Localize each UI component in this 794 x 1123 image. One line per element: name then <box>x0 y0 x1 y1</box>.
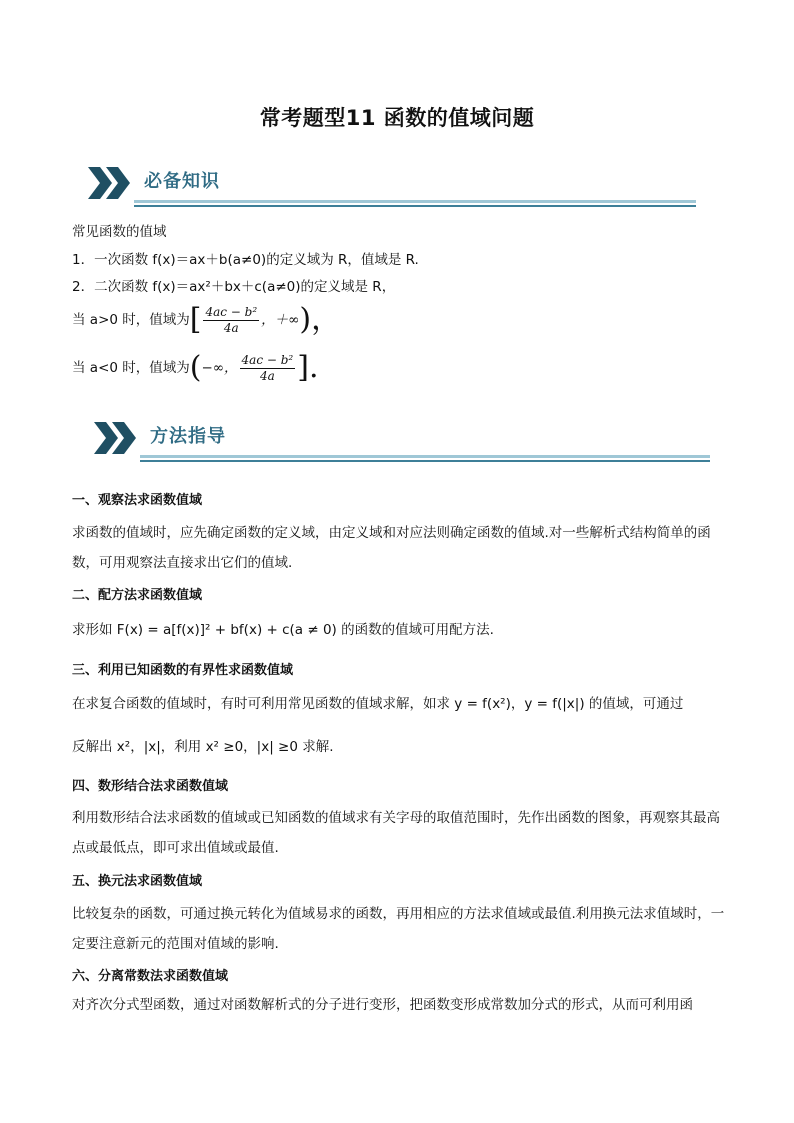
method-1-text: 求函数的值域时，应先确定函数的定义域，由定义域和对应法则确定函数的值域.对一些解析式结构简单的函数，可用观察法直接求出它们的值域. <box>72 525 711 571</box>
section-heading: 方法指导 <box>150 426 226 447</box>
method-6-title: 六、分离常数法求函数值域 <box>72 969 229 984</box>
section-banner-methods <box>90 412 710 464</box>
case-label: 当 a<0 时，值域为 <box>72 360 190 376</box>
fraction <box>203 305 259 336</box>
denominator: 4a <box>259 368 275 383</box>
linear-function-text: 1．一次函数 f(x)＝ax＋b(a≠0)的定义域为 R，值域是 R. <box>72 252 419 268</box>
section-heading: 必备知识 <box>144 171 220 192</box>
double-chevron-icon <box>86 163 134 203</box>
method-2-text: 求形如 F(x) = a[f(x)]² + bf(x) + c(a ≠ 0) 的函数的值域可用配方法. <box>72 622 494 638</box>
left-bracket: [ <box>189 302 202 337</box>
method-4-text: 利用数形结合法求函数的值域或已知函数的值域求有关字母的取值范围时，先作出函数的图象，再观察其最高点或最低点，即可求出值域或最值. <box>72 810 720 856</box>
fraction <box>240 353 296 384</box>
banner-rule <box>134 200 696 203</box>
method-1-title: 一、观察法求函数值域 <box>72 493 203 508</box>
right-bracket: )， <box>299 302 342 337</box>
method-6-text: 对齐次分式型函数，通过对函数解析式的分子进行变形，把函数变形成常数加分式的形式，从而可利用函 <box>72 997 693 1013</box>
banner-rule-dark <box>134 205 696 207</box>
denominator: 4a <box>223 320 239 335</box>
banner-rule <box>140 455 710 458</box>
page-title: 常考题型11 函数的值域问题 <box>259 106 535 130</box>
upper-bound: ，＋∞ <box>261 312 300 328</box>
right-bracket: ]. <box>297 350 319 385</box>
method-3-text-line1: 在求复合函数的值域时，有时可利用常见函数的值域求解，如求 y = f(x²)，y = f(|x|) 的值域，可通过 <box>72 696 684 712</box>
case-a-positive <box>72 302 341 338</box>
method-5-title: 五、换元法求函数值域 <box>72 874 203 889</box>
case-a-negative <box>72 350 318 386</box>
section-banner-knowledge <box>84 157 696 209</box>
left-bracket: ( <box>189 350 202 385</box>
quadratic-function-text: 2．二次函数 f(x)＝ax²＋bx＋c(a≠0)的定义域是 R， <box>72 279 396 295</box>
numerator: 4ac − b² <box>241 352 294 367</box>
method-3-text-line2: 反解出 x²，|x|，利用 x² ≥0，|x| ≥0 求解. <box>72 739 334 755</box>
method-5-text: 比较复杂的函数，可通过换元转化为值域易求的函数，再用相应的方法求值域或最值.利用换元法求值域时，一定要注意新元的范围对值域的影响. <box>72 906 725 952</box>
case-label: 当 a>0 时，值域为 <box>72 312 190 328</box>
double-chevron-icon <box>92 418 140 458</box>
method-4-title: 四、数形结合法求函数值域 <box>72 779 229 794</box>
numerator: 4ac − b² <box>205 304 258 319</box>
method-3-title: 三、利用已知函数的有界性求函数值域 <box>72 663 294 678</box>
intro-text: 常见函数的值域 <box>72 224 167 240</box>
lower-bound: −∞， <box>201 360 238 376</box>
banner-rule-dark <box>140 460 710 462</box>
method-2-title: 二、配方法求函数值域 <box>72 588 203 603</box>
